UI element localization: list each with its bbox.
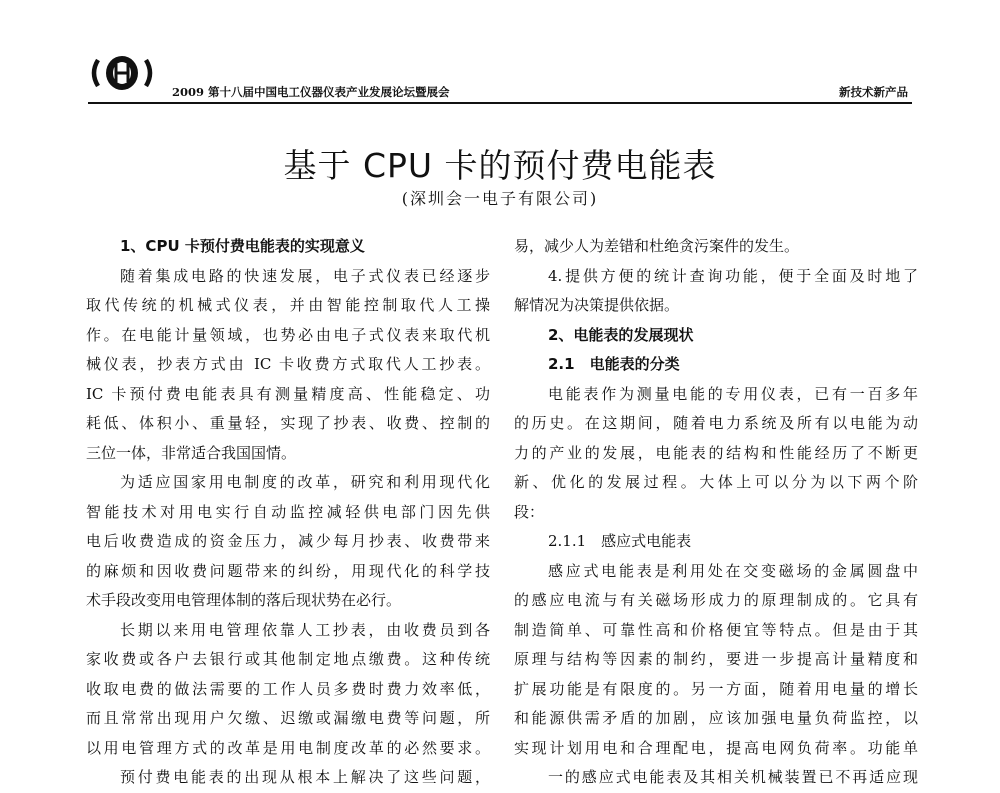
article-author: (深圳会一电子有限公司) xyxy=(401,189,599,208)
paragraph-line: 电能表作为测量电能的专用仪表，已有一百多年 xyxy=(548,384,918,403)
paragraph-line: 的麻烦和因收费问题带来的纠纷，用现代化的科学技 xyxy=(86,561,490,580)
paragraph-line: 作。在电能计量领域，也势必由电子式仪表来取代机 xyxy=(86,325,490,344)
paragraph-line: 实现计划用电和合理配电，提高电网负荷率。功能单 xyxy=(514,738,918,757)
paragraph-line: 家收费或各户去银行或其他制定地点缴费。这种传统 xyxy=(86,650,490,668)
paragraph-line: 新、优化的发展过程。大体上可以分为以下两个阶 xyxy=(514,473,918,491)
header-divider xyxy=(88,102,912,104)
subsection-heading: 2.1 电能表的分类 xyxy=(548,355,680,373)
paragraph-line: IC 卡预付费电能表具有测量精度高、性能稳定、功 xyxy=(86,384,490,403)
paragraph-line: 解情况为决策提供依据。 xyxy=(514,296,680,314)
paragraph-line: 三位一体，非常适合我国国情。 xyxy=(86,443,297,462)
subsubsection-heading: 2.1.1 感应式电能表 xyxy=(548,532,692,550)
conference-header: 2009 第十八届中国电工仪器仪表产业发展论坛暨展会 xyxy=(172,85,450,99)
section-heading: 1、CPU 卡预付费电能表的实现意义 xyxy=(120,237,365,255)
paragraph-line: 耗低、体积小、重量轻，实现了抄表、收费、控制的 xyxy=(86,414,490,432)
paragraph-line: 随着集成电路的快速发展，电子式仪表已经逐步 xyxy=(120,266,490,285)
paragraph-line: 4.提供方便的统计查询功能，便于全面及时地了 xyxy=(548,266,918,285)
paragraph-line: 易，减少人为差错和杜绝贪污案件的发生。 xyxy=(514,237,800,255)
paragraph-line: 取代传统的机械式仪表，并由智能控制取代人工操 xyxy=(86,296,490,314)
paragraph-line: 扩展功能是有限度的。另一方面，随着用电量的增长 xyxy=(514,679,918,698)
paragraph-line: 力的产业的发展，电能表的结构和性能经历了不断更 xyxy=(514,443,918,462)
right-column xyxy=(514,232,918,793)
paragraph-line: 的历史。在这期间，随着电力系统及所有以电能为动 xyxy=(514,414,918,432)
section-heading: 2、电能表的发展现状 xyxy=(548,325,694,344)
paragraph-line: 械仪表，抄表方式由 IC 卡收费方式取代人工抄表。 xyxy=(86,355,490,373)
logo-mark xyxy=(94,56,150,90)
paragraph-line: 智能技术对用电实行自动监控减轻供电部门因先供 xyxy=(86,502,490,521)
paragraph-line: 和能源供需矛盾的加剧，应该加强电量负荷监控，以 xyxy=(514,709,918,727)
paragraph-line: 制造简单、可靠性高和价格便宜等特点。但是由于其 xyxy=(514,620,918,639)
paragraph-line: 预付费电能表的出现从根本上解决了这些问题， xyxy=(120,768,490,786)
paragraph-line: 收取电费的做法需要的工作人员多费时费力效率低， xyxy=(86,679,490,698)
paragraph-line: 长期以来用电管理依靠人工抄表，由收费员到各 xyxy=(120,620,490,639)
paragraph-line: 一的感应式电能表及其相关机械装置已不再适应现 xyxy=(548,768,918,786)
paragraph-line: 为适应国家用电制度的改革，研究和利用现代化 xyxy=(120,473,490,491)
hsr-logo-icon xyxy=(88,52,156,94)
paragraph-line: 的感应电流与有关磁场形成力的原理制成的。它具有 xyxy=(514,591,918,609)
article-title: 基于 CPU 卡的预付费电能表 xyxy=(283,146,717,185)
paragraph-line: 以用电管理方式的改革是用电制度改革的必然要求。 xyxy=(86,738,490,757)
paragraph-line: 术手段改变用电管理体制的落后现状势在必行。 xyxy=(86,591,402,609)
paragraph-line: 原理与结构等因素的制约，要进一步提高计量精度和 xyxy=(514,650,918,668)
paragraph-line: 电后收费造成的资金压力，减少每月抄表、收费带来 xyxy=(86,532,490,550)
section-label: 新技术新产品 xyxy=(839,85,908,99)
left-column xyxy=(86,232,490,793)
paragraph-line: 感应式电能表是利用处在交变磁场的金属圆盘中 xyxy=(548,561,918,580)
paragraph-line: 段： xyxy=(514,502,545,521)
paragraph-line: 而且常常出现用户欠缴、迟缴或漏缴电费等问题，所 xyxy=(86,709,490,727)
